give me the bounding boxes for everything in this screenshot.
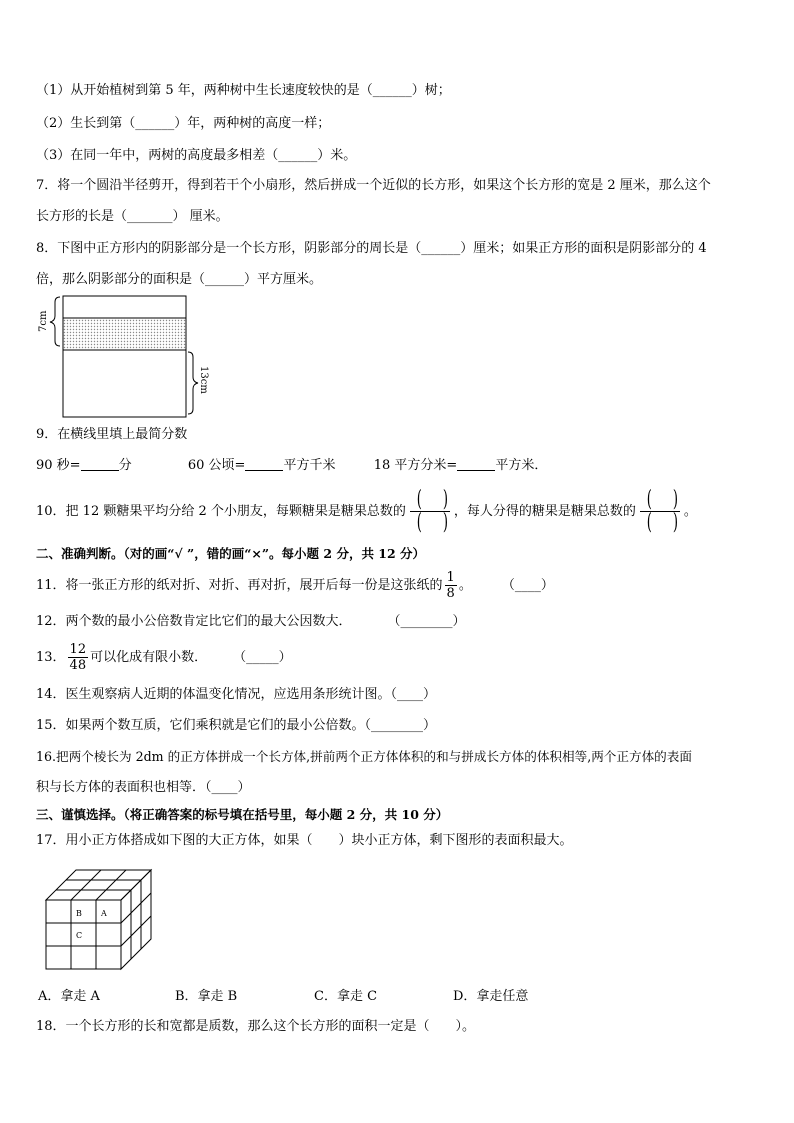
q17-cube-figure [44,868,154,972]
q16-line2: 积与长方体的表面积也相等．（____） [36,780,251,795]
q13 [36,638,292,678]
q11-fraction [445,570,457,601]
q9-item2-b: 平方千米 [283,458,336,473]
q9-item1-b: 分 [118,458,132,473]
q9-items [36,457,547,475]
q9-blank-3[interactable] [457,457,495,471]
q11-text: 11．将一张正方形的纸对折、对折、再对折，展开后每一份是这张纸的 [36,578,443,593]
left-brace [50,297,60,346]
q12 [36,613,466,631]
q13-blank[interactable]: （_____） [233,650,292,665]
q11-num: 1 [446,570,455,585]
q9-blank-2[interactable] [245,457,283,471]
q13-prefix: 13． [36,650,66,665]
q10-part1: 10．把 12 颗糖果平均分给 2 个小朋友，每颗糖果是糖果总数的 [36,504,406,519]
outer-square [63,296,186,417]
q12-blank[interactable]: （________） [387,614,466,629]
shaded-rectangle [63,318,186,350]
q9-blank-1[interactable] [81,457,119,471]
q17-option-d[interactable]: D．拿走任意 [453,989,529,1004]
cube-label-a: A [101,909,107,918]
cube-label-c: C [76,931,83,940]
q10-fraction-blank-2[interactable]: ( ) ( ) [638,490,682,534]
section3-title: 三、谨慎选择。（将正确答案的标号填在括号里，每小题 2 分，共 10 分） [36,807,449,822]
q8-square-figure [36,292,216,422]
q9-item3-b: 平方米． [495,458,548,473]
q6-sub1: （1）从开始植树到第 5 年，两种树中生长速度较快的是（______）树； [36,83,451,98]
q16-line1: 16.把两个棱长为 2dm 的正方体拼成一个长方体,拼前两个正方体体积的和与拼成长方体的体积相等,两个正方体的表面 [36,749,692,764]
q17-option-c[interactable]: C．拿走 C [314,989,378,1004]
q10-part3: 。 [683,504,697,519]
q6-sub2: （2）生长到第（______）年，两种树的高度一样； [36,116,331,131]
q10-fraction-blank-1[interactable]: ( ) ( ) [408,490,452,534]
q15: 15．如果两个数互质，它们乘积就是它们的最小公倍数。（________） [36,718,437,733]
q10-part2: ，每人分得的糖果是糖果总数的 [453,504,636,519]
q13-fraction [68,642,89,673]
q10 [36,488,697,536]
q8-line2: 倍，那么阴影部分的面积是（______）平方厘米。 [36,272,323,287]
q18-text: 18．一个长方形的长和宽都是质数，那么这个长方形的面积一定是（ ）。 [36,1019,476,1034]
label-13cm: 13cm [198,366,209,394]
q13-num: 12 [69,642,87,657]
q6-sub3: （3）在同一年中，两树的高度最多相差（______）米。 [36,148,357,163]
q8-line1: 8．下图中正方形内的阴影部分是一个长方形，阴影部分的周长是（______）厘米；如果正方形的面积是阴影部分的 4 [36,241,707,256]
q11-den: 8 [446,586,455,601]
q13-text: 可以化成有限小数． [90,650,208,665]
q17-option-a[interactable]: A．拿走 A [38,989,100,1004]
q17-text: 17．用小正方体搭成如下图的大正方体，如果（ ）块小正方体，剩下图形的表面积最大。 [36,833,573,848]
right-brace [188,352,198,414]
q13-den: 48 [69,658,87,673]
q9-item1-a: 90 秒= [36,458,81,473]
q12-text: 12．两个数的最小公倍数肯定比它们的最大公因数大． [36,614,352,629]
q17-option-b[interactable]: B．拿走 B [175,989,238,1004]
cube-label-b: B [76,909,82,918]
section2-title: 二、准确判断。（对的画“√ ”，错的画“×”。每小题 2 分，共 12 分） [36,546,426,561]
q14: 14．医生观察病人近期的体温变化情况，应选用条形统计图。（____） [36,687,437,702]
q11-tail: 。 [458,578,472,593]
label-7cm: 7cm [38,310,49,332]
q9-item3-a: 18 平方分米= [373,458,458,473]
q9-title: 9．在横线里填上最简分数 [36,427,188,442]
q9-item2-a: 60 公顷= [187,458,246,473]
q7-line1: 7．将一个圆沿半径剪开，得到若干个小扇形，然后拼成一个近似的长方形，如果这个长方形的宽是 2 厘米，那么这个 [36,178,711,193]
q7-line2: 长方形的长是（_______） 厘米。 [36,209,229,224]
q11-blank[interactable]: （____） [501,578,554,593]
q11 [36,568,554,604]
